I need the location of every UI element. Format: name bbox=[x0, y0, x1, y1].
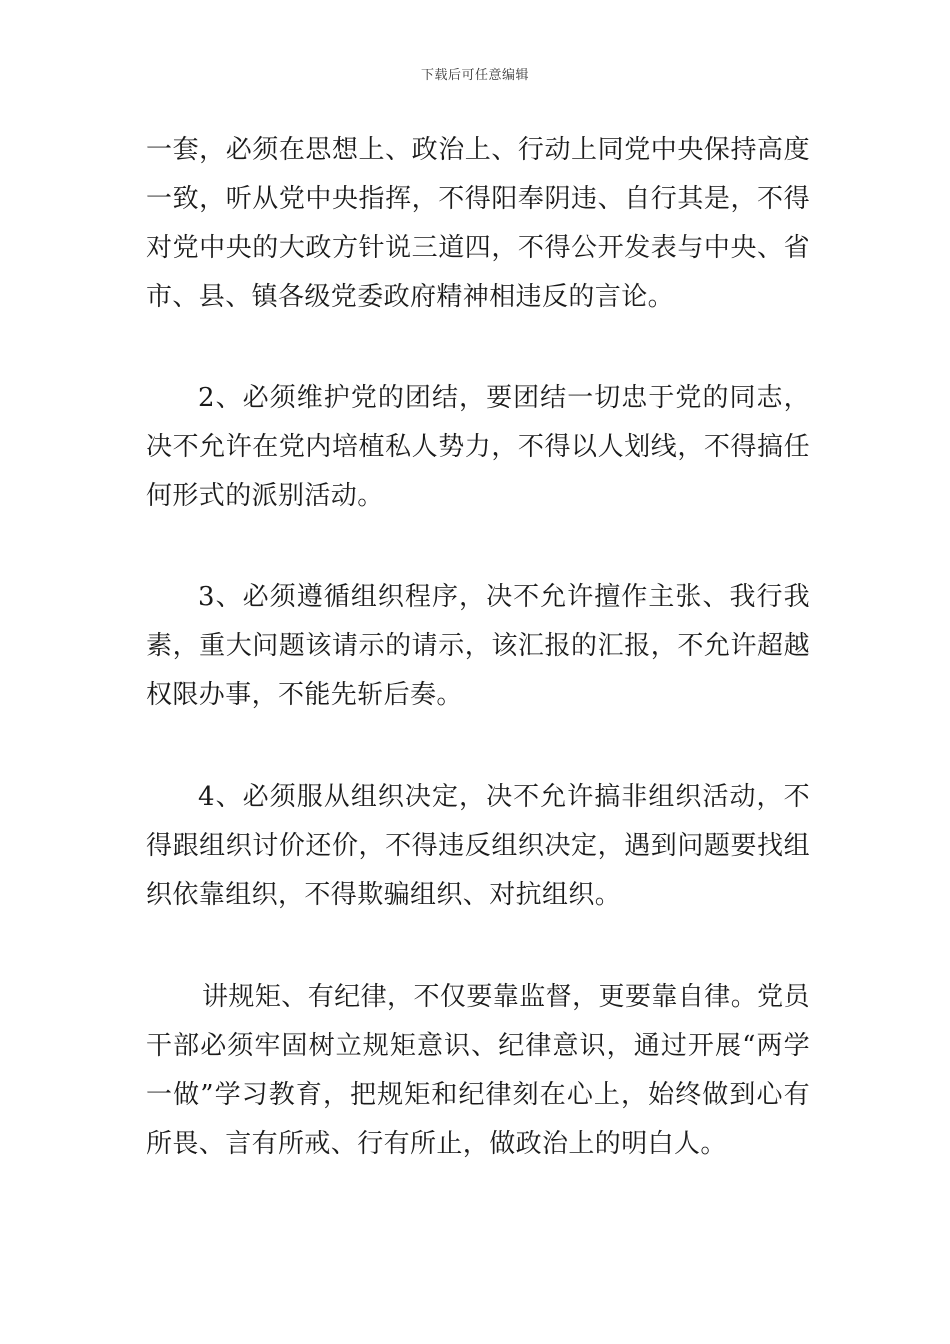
paragraph-item-4: 4、必须服从组织决定，决不允许搞非组织活动，不得跟组织讨价还价，不得违反组织决定，遇到问题要找组织依靠组织，不得欺骗组织、对抗组织。 bbox=[146, 782, 810, 910]
paragraph-conclusion: 讲规矩、有纪律，不仅要靠监督，更要靠自律。党员干部必须牢固树立规矩意识、纪律意识，通过开展“两学一做”学习教育，把规矩和纪律刻在心上，始终做到心有所畏、言有所戒、行有所止，做政治上的明白人。 bbox=[146, 982, 810, 1159]
page-header: 下载后可任意编辑 bbox=[420, 68, 529, 83]
paragraph-item-3: 3、必须遵循组织程序，决不允许擅作主张、我行我素，重大问题该请示的请示，该汇报的汇报，不允许超越权限办事，不能先斩后奏。 bbox=[146, 582, 810, 710]
paragraph-item-2: 2、必须维护党的团结，要团结一切忠于党的同志，决不允许在党内培植私人势力，不得以人划线，不得搞任何形式的派别活动。 bbox=[146, 383, 810, 511]
paragraph-continuation: 一套，必须在思想上、政治上、行动上同党中央保持高度一致，听从党中央指挥，不得阳奉阴违、自行其是，不得对党中央的大政方针说三道四，不得公开发表与中央、省市、县、镇各级党委政府精神相违反的言论。 bbox=[146, 135, 810, 312]
